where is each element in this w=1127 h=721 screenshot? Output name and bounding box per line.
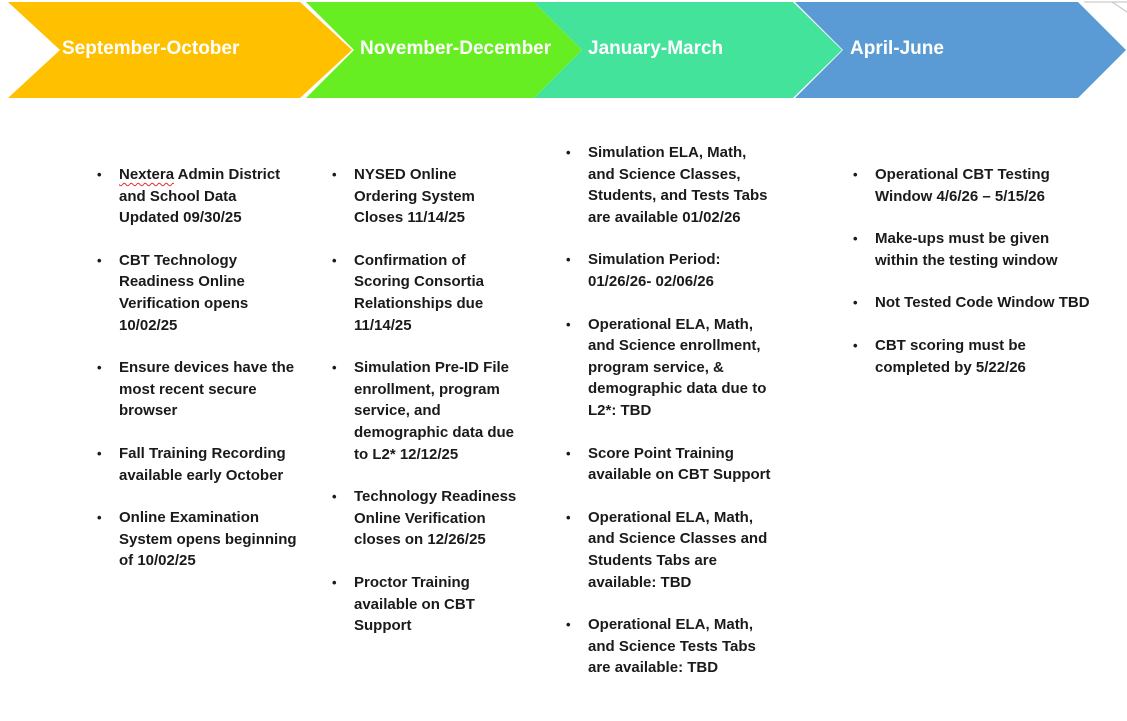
list-item	[97, 164, 297, 229]
bullet-icon: •	[853, 167, 858, 182]
list-item	[332, 164, 522, 229]
list-item-text: Online Examination System opens beginning of 10/02/25	[119, 509, 297, 570]
chevron-april-june	[795, 2, 1126, 98]
bullet-icon: •	[97, 510, 102, 526]
list-item	[566, 249, 776, 292]
bullet-icon: •	[332, 360, 337, 376]
september-october-list	[97, 164, 297, 593]
list-item-text: Simulation ELA, Math, and Science Classes, Students, and Tests Tabs are available 01/02/26	[588, 144, 768, 226]
bullet-icon: •	[332, 167, 337, 182]
list-item-text: Operational ELA, Math, and Science Tests Tabs are available: TBD	[588, 616, 756, 677]
list-item	[97, 507, 297, 572]
phase-label-april-june: April-June	[850, 38, 944, 59]
bullet-icon: •	[332, 574, 337, 590]
bullet-icon: •	[566, 509, 571, 525]
list-item	[566, 142, 776, 228]
list-item-text: Not Tested Code Window TBD	[875, 294, 1090, 312]
list-item	[853, 228, 1093, 271]
list-item	[853, 335, 1093, 378]
bullet-icon: •	[97, 445, 102, 461]
list-item	[566, 314, 776, 422]
list-item	[332, 357, 522, 465]
list-item	[97, 443, 297, 486]
list-item	[566, 507, 776, 593]
list-item-text: Admin District and School Data Updated 09/30/25	[119, 166, 281, 227]
phase-label-september-october: September-October	[62, 38, 240, 59]
bullet-icon: •	[566, 445, 571, 461]
bullet-icon: •	[853, 295, 858, 311]
bullet-icon: •	[97, 167, 102, 182]
list-item	[97, 357, 297, 422]
list-item-text: Operational ELA, Math, and Science Classes and Students Tabs are available: TBD	[588, 508, 768, 591]
list-item-text: Score Point Training available on CBT Support	[588, 444, 771, 484]
bullet-icon: •	[853, 231, 858, 247]
list-item-text: Fall Training Recording available early October	[119, 444, 286, 484]
list-item-text: CBT Technology Readiness Online Verification opens 10/02/25	[119, 251, 249, 334]
list-item-text: Ensure devices have the most recent secure browser	[119, 359, 295, 420]
list-item	[853, 292, 1093, 314]
list-item	[853, 164, 1093, 207]
list-item-text: Simulation Pre-ID File enrollment, program service, and demographic data due to L2* 12/12/25	[354, 359, 515, 463]
list-item-text: Simulation Period: 01/26/26- 02/06/26	[588, 251, 721, 290]
list-item	[332, 486, 522, 551]
list-item-text: Confirmation of Scoring Consortia Relationships due 11/14/25	[354, 251, 485, 334]
list-item	[566, 614, 776, 679]
list-item-text: CBT scoring must be completed by 5/22/26	[875, 336, 1026, 376]
list-item	[332, 572, 522, 637]
january-march-list	[566, 142, 776, 700]
phase-label-january-march: January-March	[588, 38, 724, 59]
list-item-text: Proctor Training available on CBT Support	[354, 573, 475, 635]
bullet-icon: •	[332, 252, 337, 268]
bullet-icon: •	[566, 617, 571, 633]
chevron-edge-line	[1112, 2, 1127, 12]
bullet-icon: •	[97, 252, 102, 268]
list-item-text: Technology Readiness Online Verification closes on 12/26/25	[354, 488, 517, 549]
bullet-icon: •	[97, 360, 102, 376]
spellcheck-flagged-word: Nextera	[119, 166, 175, 183]
list-item-text: Make-ups must be given within the testing window	[875, 230, 1058, 269]
list-item-text: Operational ELA, Math, and Science enrollment, program service, & demographic data due to L2*: TBD	[588, 315, 767, 419]
list-item-text: NYSED Online Ordering System Closes 11/14/25	[354, 166, 475, 227]
list-item	[566, 443, 776, 486]
list-item-text: Operational CBT Testing Window 4/6/26 – 5/15/26	[875, 166, 1050, 205]
april-june-list	[853, 164, 1093, 399]
bullet-icon: •	[566, 252, 571, 268]
list-item	[332, 250, 522, 336]
bullet-icon: •	[566, 316, 571, 332]
november-december-list	[332, 164, 522, 658]
bullet-icon: •	[566, 145, 571, 160]
bullet-icon: •	[332, 489, 337, 505]
list-item	[97, 250, 297, 336]
bullet-icon: •	[853, 337, 858, 353]
phase-label-november-december: November-December	[360, 38, 552, 59]
